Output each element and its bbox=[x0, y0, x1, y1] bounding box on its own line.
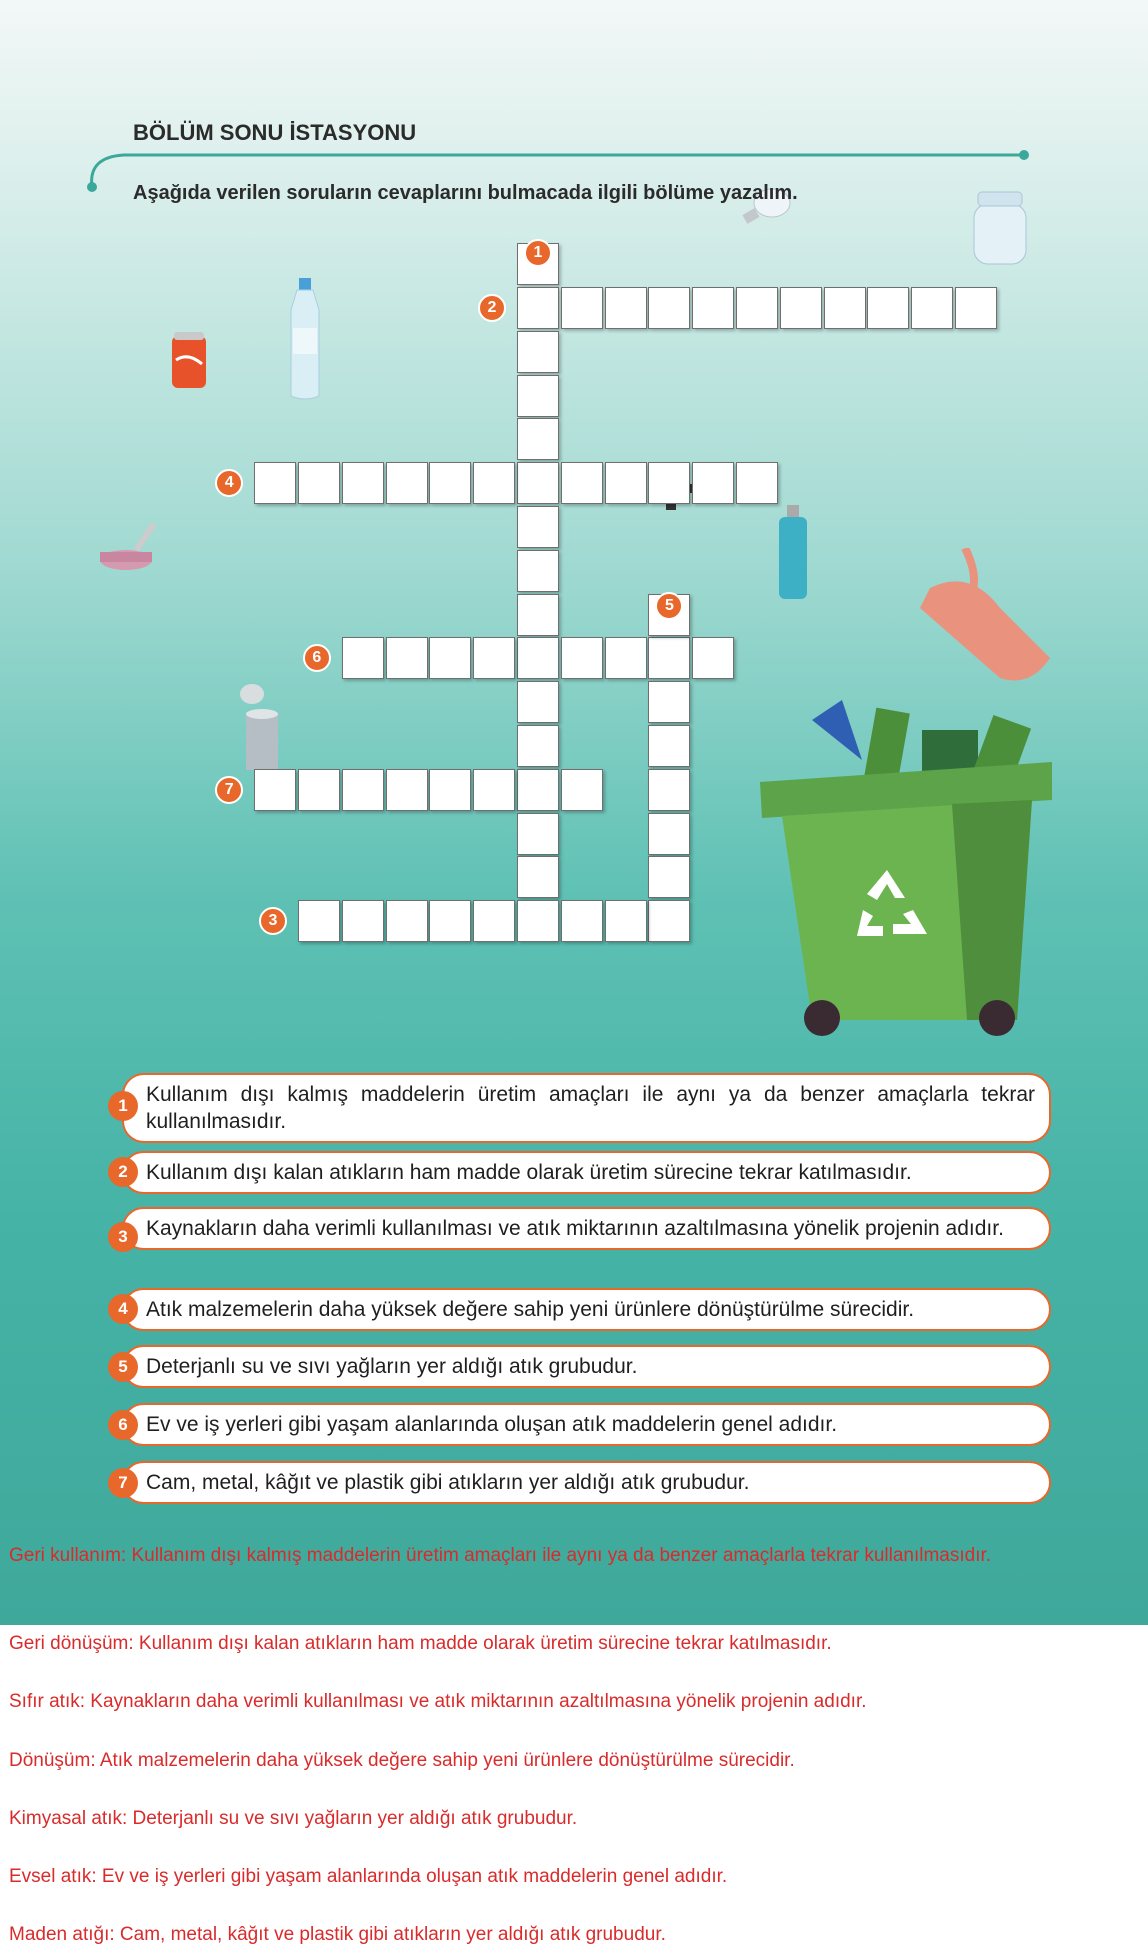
clue-3 bbox=[122, 1207, 1051, 1250]
clue-text: Cam, metal, kâğıt ve plastik gibi atıkların yer aldığı atık grubudur. bbox=[146, 1471, 750, 1494]
crossword-cell[interactable] bbox=[648, 856, 690, 898]
crossword-cell[interactable] bbox=[298, 900, 340, 942]
crossword-number-badge: 7 bbox=[215, 776, 243, 804]
crossword-cell[interactable] bbox=[342, 769, 384, 811]
crossword-number-badge: 2 bbox=[478, 294, 506, 322]
soda-can-icon bbox=[168, 330, 210, 392]
spray-can-icon bbox=[775, 505, 811, 601]
crossword-cell[interactable] bbox=[561, 462, 603, 504]
answer-1: Geri kullanım: Kullanım dışı kalmış maddelerin üretim amaçları ile aynı ya da benzer amaçlarla tekrar kullanılmasıdır. bbox=[9, 1545, 992, 1566]
answer-2: Geri dönüşüm: Kullanım dışı kalan atıkların ham madde olarak üretim sürecine tekrar katılmasıdır. bbox=[9, 1633, 832, 1654]
clue-6 bbox=[122, 1403, 1051, 1446]
crossword-cell[interactable] bbox=[473, 769, 515, 811]
crossword-cell[interactable] bbox=[648, 725, 690, 767]
crossword-cell[interactable] bbox=[517, 900, 559, 942]
crossword-cell[interactable] bbox=[386, 462, 428, 504]
crossword-cell[interactable] bbox=[517, 462, 559, 504]
crossword-cell[interactable] bbox=[429, 462, 471, 504]
crossword-cell[interactable] bbox=[561, 637, 603, 679]
answer-3: Sıfır atık: Kaynakların daha verimli kullanılması ve atık miktarının azaltılmasına yönelik projenin adıdır. bbox=[9, 1691, 867, 1712]
clue-number-badge: 2 bbox=[108, 1157, 138, 1187]
crossword-cell[interactable] bbox=[561, 900, 603, 942]
crossword-cell[interactable] bbox=[473, 462, 515, 504]
crossword-cell[interactable] bbox=[517, 856, 559, 898]
clue-text: Kaynakların daha verimli kullanılması ve atık miktarının azaltılmasına yönelik projenin adıdır. bbox=[146, 1217, 1004, 1240]
instruction-text: Aşağıda verilen soruların cevaplarını bulmacada ilgili bölüme yazalım. bbox=[133, 182, 798, 204]
crossword-cell[interactable] bbox=[648, 769, 690, 811]
crossword-cell[interactable] bbox=[648, 637, 690, 679]
crossword-cell[interactable] bbox=[780, 287, 822, 329]
crossword-cell[interactable] bbox=[517, 681, 559, 723]
crossword-cell[interactable] bbox=[342, 900, 384, 942]
clue-text: Ev ve iş yerleri gibi yaşam alanlarında oluşan atık maddelerin genel adıdır. bbox=[146, 1413, 838, 1436]
clue-number-badge: 7 bbox=[108, 1468, 138, 1498]
crossword-cell[interactable] bbox=[517, 769, 559, 811]
crossword-cell[interactable] bbox=[429, 769, 471, 811]
answer-4: Dönüşüm: Atık malzemelerin daha yüksek değere sahip yeni ürünlere dönüştürülme sürecidir. bbox=[9, 1750, 795, 1771]
clue-number-badge: 4 bbox=[108, 1294, 138, 1324]
crossword-cell[interactable] bbox=[605, 900, 647, 942]
clue-2 bbox=[122, 1151, 1051, 1194]
clue-5 bbox=[122, 1345, 1051, 1388]
tuna-can-icon bbox=[96, 520, 160, 580]
crossword-cell[interactable] bbox=[254, 462, 296, 504]
crossword-cell[interactable] bbox=[648, 287, 690, 329]
crossword-number-badge: 5 bbox=[655, 592, 683, 620]
section-title: BÖLÜM SONU İSTASYONU bbox=[133, 120, 417, 145]
crossword-cell[interactable] bbox=[517, 287, 559, 329]
crossword-cell[interactable] bbox=[692, 637, 734, 679]
crossword-cell[interactable] bbox=[254, 769, 296, 811]
crossword-number-badge: 3 bbox=[259, 907, 287, 935]
crossword-number-badge: 4 bbox=[215, 469, 243, 497]
clue-number-badge: 5 bbox=[108, 1352, 138, 1382]
crossword-cell[interactable] bbox=[386, 769, 428, 811]
crossword-cell[interactable] bbox=[911, 287, 953, 329]
crossword-cell[interactable] bbox=[342, 462, 384, 504]
answer-7: Maden atığı: Cam, metal, kâğıt ve plastik gibi atıkların yer aldığı atık grubudur. bbox=[9, 1924, 666, 1945]
clue-number-badge: 3 bbox=[108, 1222, 138, 1252]
crossword-number-badge: 6 bbox=[303, 644, 331, 672]
crossword-cell[interactable] bbox=[517, 594, 559, 636]
clue-text: Atık malzemelerin daha yüksek değere sahip yeni ürünlere dönüştürülme sürecidir. bbox=[146, 1298, 915, 1321]
crossword-cell[interactable] bbox=[736, 287, 778, 329]
crossword-cell[interactable] bbox=[867, 287, 909, 329]
clue-1 bbox=[122, 1073, 1051, 1143]
crossword-cell[interactable] bbox=[605, 462, 647, 504]
tin-can-icon bbox=[236, 680, 286, 776]
crossword-cell[interactable] bbox=[517, 506, 559, 548]
crossword-cell[interactable] bbox=[429, 900, 471, 942]
crossword-cell[interactable] bbox=[517, 418, 559, 460]
crossword-cell[interactable] bbox=[473, 637, 515, 679]
crossword-cell[interactable] bbox=[517, 725, 559, 767]
crossword-cell[interactable] bbox=[517, 550, 559, 592]
crossword-cell[interactable] bbox=[561, 769, 603, 811]
crossword-cell[interactable] bbox=[517, 331, 559, 373]
crossword-cell[interactable] bbox=[517, 637, 559, 679]
crossword-cell[interactable] bbox=[648, 462, 690, 504]
crossword-cell[interactable] bbox=[648, 813, 690, 855]
crossword-cell[interactable] bbox=[736, 462, 778, 504]
answer-6: Evsel atık: Ev ve iş yerleri gibi yaşam alanlarında oluşan atık maddelerin genel adıdır. bbox=[9, 1866, 728, 1887]
crossword-cell[interactable] bbox=[517, 375, 559, 417]
clue-text: Kullanım dışı kalan atıkların ham madde olarak üretim sürecine tekrar katılmasıdır. bbox=[146, 1161, 912, 1184]
plastic-bag-icon bbox=[910, 548, 1060, 688]
clue-text: Deterjanlı su ve sıvı yağların yer aldığı atık grubudur. bbox=[146, 1355, 638, 1378]
crossword-cell[interactable] bbox=[342, 637, 384, 679]
clue-7 bbox=[122, 1461, 1051, 1504]
crossword-number-badge: 1 bbox=[524, 239, 552, 267]
clue-text: Kullanım dışı kalmış maddelerin üretim amaçları ile aynı ya da benzer amaçlarla tekrar kullanılmasıdır. bbox=[146, 1083, 1035, 1133]
crossword-cell[interactable] bbox=[517, 813, 559, 855]
crossword-cell[interactable] bbox=[692, 462, 734, 504]
glass-jar-icon bbox=[966, 188, 1036, 270]
recycle-bin-icon bbox=[752, 700, 1062, 1045]
crossword-cell[interactable] bbox=[605, 287, 647, 329]
water-bottle-icon bbox=[283, 278, 327, 402]
crossword-cell[interactable] bbox=[429, 637, 471, 679]
crossword-cell[interactable] bbox=[955, 287, 997, 329]
crossword-cell[interactable] bbox=[692, 287, 734, 329]
crossword-cell[interactable] bbox=[386, 900, 428, 942]
crossword-cell[interactable] bbox=[824, 287, 866, 329]
clue-number-badge: 6 bbox=[108, 1410, 138, 1440]
crossword-cell[interactable] bbox=[648, 681, 690, 723]
answer-5: Kimyasal atık: Deterjanlı su ve sıvı yağların yer aldığı atık grubudur. bbox=[9, 1808, 578, 1829]
crossword-cell[interactable] bbox=[298, 462, 340, 504]
clue-4 bbox=[122, 1288, 1051, 1331]
crossword-cell[interactable] bbox=[605, 637, 647, 679]
clue-number-badge: 1 bbox=[108, 1091, 138, 1121]
crossword-cell[interactable] bbox=[473, 900, 515, 942]
crossword-cell[interactable] bbox=[298, 769, 340, 811]
crossword-cell[interactable] bbox=[386, 637, 428, 679]
crossword-cell[interactable] bbox=[648, 900, 690, 942]
crossword-cell[interactable] bbox=[561, 287, 603, 329]
